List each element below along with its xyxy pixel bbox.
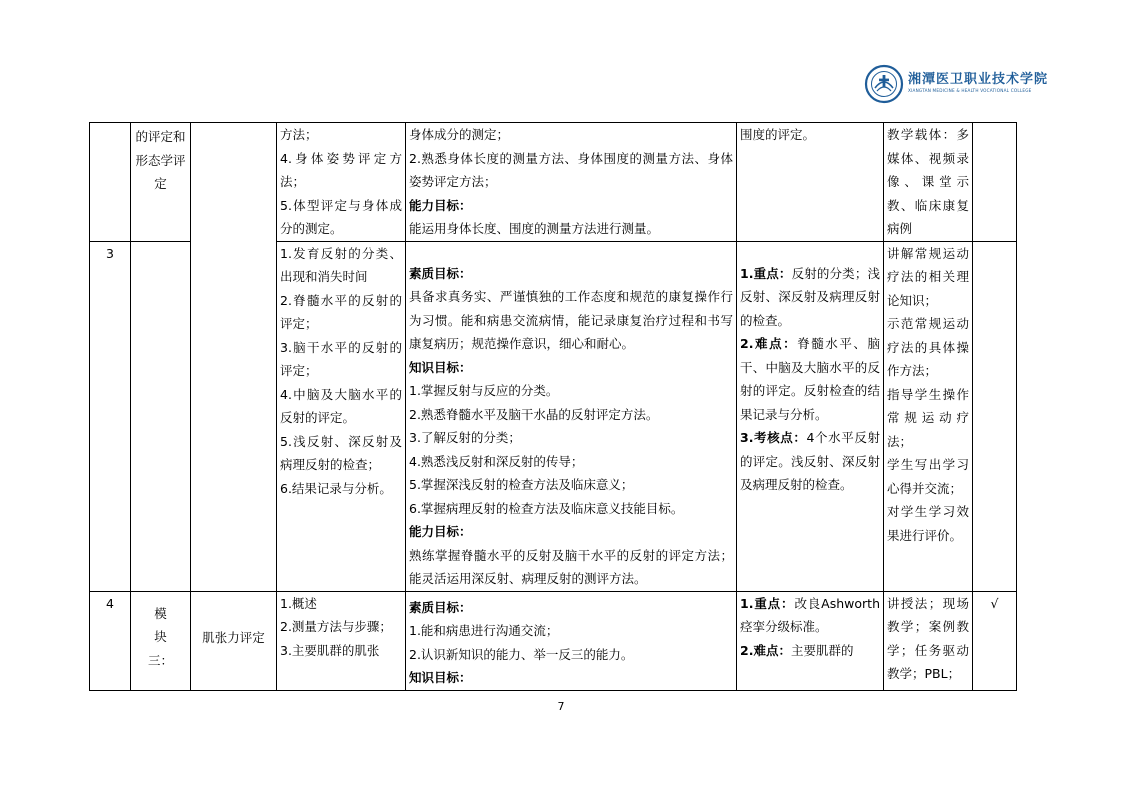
check-mark: √ <box>990 595 999 611</box>
keypoint-line: 围度的评定。 <box>740 127 816 142</box>
section-cell <box>131 123 191 242</box>
objective-line: 能运用身体长度、围度的测量方法进行测量。 <box>409 221 660 236</box>
keypoint-item <box>740 592 880 639</box>
keypoints-cell <box>737 591 884 690</box>
method-cell <box>884 591 973 690</box>
college-emblem-icon <box>864 64 904 104</box>
row-number: 4 <box>106 595 114 611</box>
topic-title: 肌张力评定 <box>202 629 265 645</box>
method-line: 学生写出学习心得并交流； <box>887 457 969 496</box>
objective-line: 2.熟悉脊髓水平及脑干水晶的反射评定方法。 <box>409 406 659 422</box>
curriculum-table <box>89 122 1017 691</box>
number-cell <box>90 241 131 591</box>
table-row <box>90 123 1017 242</box>
table-row <box>90 591 1017 690</box>
college-name-en: XIANGTAN MEDICINE & HEALTH VOCATIONAL COLLEGE <box>908 88 1032 93</box>
objectives-cell <box>406 241 737 591</box>
check-cell <box>973 123 1017 242</box>
content-line: 4.身体姿势评定方法； <box>280 150 402 189</box>
objectives-cell <box>406 123 737 242</box>
content-cell <box>277 591 406 690</box>
method-cell <box>884 123 973 242</box>
objective-line: 身体成分的测定； <box>409 127 510 142</box>
college-name-cn: 湘潭医卫职业技术学院 <box>908 72 1049 87</box>
content-line: 3.主要肌群的肌张 <box>280 642 380 658</box>
topic-cell <box>191 591 277 690</box>
module-char: 模 <box>154 605 167 621</box>
row-number: 3 <box>106 245 114 261</box>
method-line: 指导学生操作常规运动疗法； <box>887 386 969 449</box>
keypoint-label: 2.难点： <box>740 642 791 658</box>
content-line: 2.测量方法与步骤； <box>280 619 392 634</box>
method-cell <box>884 241 973 591</box>
page-number: 7 <box>557 700 565 713</box>
objective-line: 5.掌握深浅反射的检查方法及临床意义； <box>409 477 634 492</box>
objectives-cell <box>406 591 737 690</box>
content-cell <box>277 123 406 242</box>
module-char: 块 <box>154 629 167 644</box>
check-cell <box>973 241 1017 591</box>
keypoints-cell <box>737 123 884 242</box>
objective-line: 2.熟悉身体长度的测量方法、身体围度的测量方法、身体姿势评定方法； <box>409 150 733 189</box>
number-cell <box>90 591 131 690</box>
objective-heading: 知识目标： <box>409 359 472 375</box>
method-line: 讲授法；现场教学；案例教学；任务驱动教学；PBL； <box>887 595 969 681</box>
objective-line: 1.能和病患进行沟通交流； <box>409 623 559 638</box>
method-line: 示范常规运动疗法的具体操作方法； <box>887 316 969 378</box>
number-cell <box>90 123 131 242</box>
check-cell <box>973 591 1017 690</box>
module-char: 三： <box>147 652 173 668</box>
objective-line: 具备求真务实、严谨慎独的工作态度和规范的康复操作行为习惯。能和病患交流病情，能记录康复治疗过程和书写康复病历；规范操作意识，细心和耐心。 <box>409 289 733 351</box>
objective-heading: 素质目标： <box>409 265 472 281</box>
method-line: 教学载体：多媒体、视频录像、课堂示教、临床康复病例 <box>887 127 969 236</box>
objective-line: 1.掌握反射与反应的分类。 <box>409 383 559 398</box>
content-line: 3.脑干水平的反射的评定； <box>280 339 402 378</box>
keypoint-text: 脊髓水平、脑干、中脑及大脑水平的反射的评定。反射检查的结果记录与分析。 <box>740 336 880 422</box>
objective-heading: 知识目标： <box>409 670 472 685</box>
content-line: 1.发育反射的分类、出现和消失时间 <box>280 245 402 284</box>
content-cell <box>277 241 406 591</box>
keypoint-text: 4个水平反射的评定。浅反射、深反射及病理反射的检查。 <box>740 430 880 492</box>
keypoint-text: 改良Ashworth痉挛分级标准。 <box>740 595 880 634</box>
objective-line: 2.认识新知识的能力、举一反三的能力。 <box>409 646 634 662</box>
content-line: 5.浅反射、深反射及病理反射的检查； <box>280 433 402 472</box>
objective-heading: 能力目标： <box>409 524 472 539</box>
keypoint-label: 2.难点： <box>740 336 798 351</box>
topic-cell <box>191 123 277 592</box>
keypoint-text: 反射的分类；浅反射、深反射及病理反射的检查。 <box>740 265 880 328</box>
section-cell <box>131 241 191 591</box>
objective-line: 4.熟悉浅反射和深反射的传导； <box>409 453 584 469</box>
section-title: 的评定和形态学评定 <box>135 129 186 191</box>
method-line: 讲解常规运动疗法的相关理论知识； <box>887 245 969 308</box>
content-line: 4.中脑及大脑水平的反射的评定。 <box>280 386 402 425</box>
keypoint-text: 主要肌群的 <box>790 642 854 658</box>
content-line: 6.结果记录与分析。 <box>280 480 392 496</box>
content-line: 5.体型评定与身体成分的测定。 <box>280 197 402 236</box>
content-line: 2.脊髓水平的反射的评定； <box>280 292 402 331</box>
college-logo <box>864 64 1049 106</box>
objective-line: 6.掌握病理反射的检查方法及临床意义技能目标。 <box>409 500 684 516</box>
keypoint-item <box>740 426 880 497</box>
keypoint-item <box>740 332 880 426</box>
keypoint-item <box>740 639 880 663</box>
section-cell <box>131 591 191 690</box>
objective-heading: 素质目标： <box>409 599 472 615</box>
content-line: 1.概述 <box>280 595 317 611</box>
keypoints-cell <box>737 241 884 591</box>
keypoint-item <box>740 262 880 333</box>
keypoint-label: 1.重点： <box>740 595 795 611</box>
content-line: 方法； <box>280 127 318 142</box>
keypoint-label: 1.重点： <box>740 265 792 281</box>
objective-line: 3.了解反射的分类； <box>409 430 521 445</box>
objective-line: 熟练掌握脊髓水平的反射及脑干水平的反射的评定方法；能灵活运用深反射、病理反射的测评方法。 <box>409 547 733 586</box>
objective-heading: 能力目标： <box>409 197 472 213</box>
method-line: 对学生学习效果进行评价。 <box>887 504 969 543</box>
keypoint-label: 3.考核点： <box>740 430 807 445</box>
